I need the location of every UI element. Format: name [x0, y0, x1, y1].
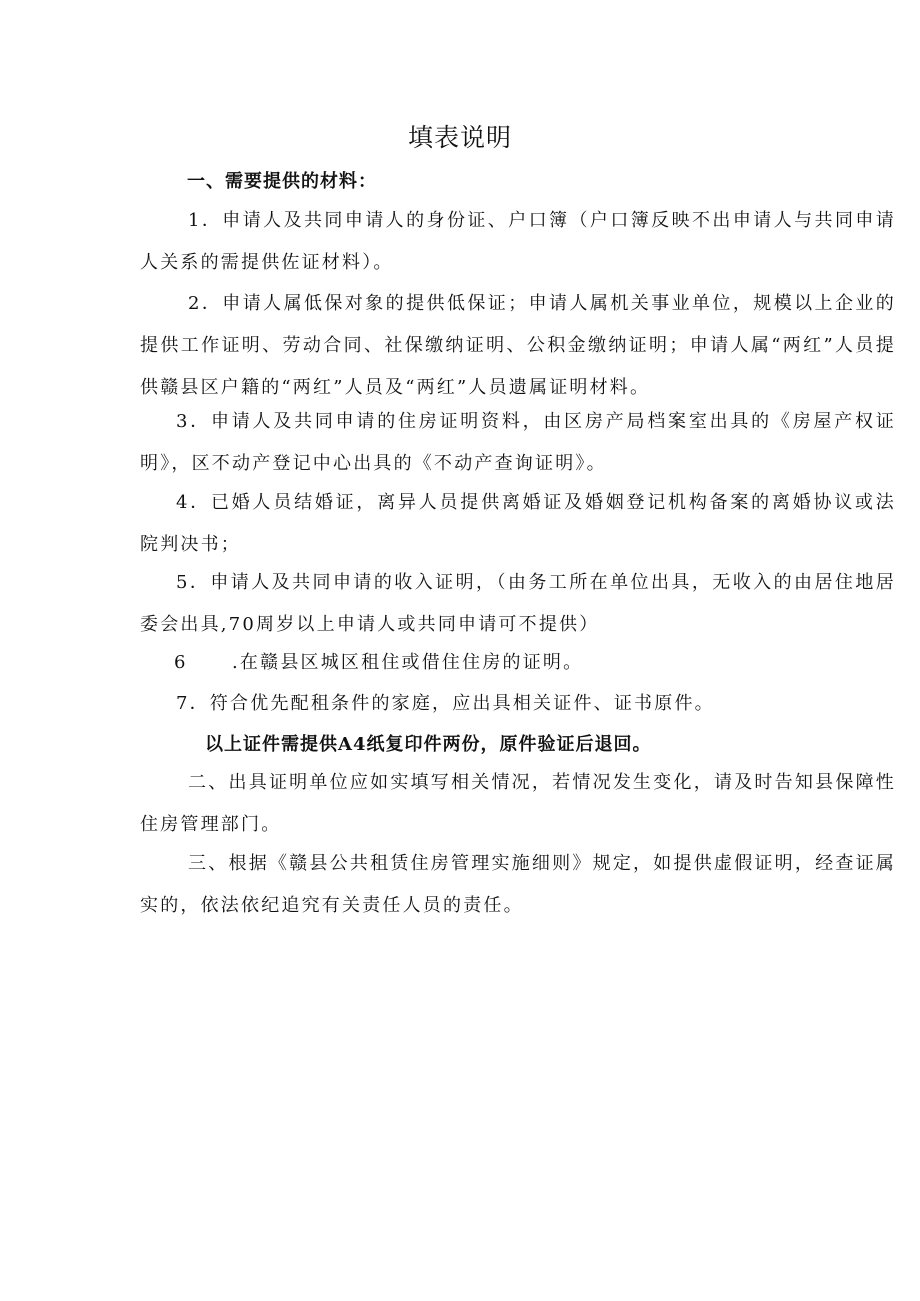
document-title: 填表说明: [407, 123, 512, 152]
item-7-number: 7: [176, 693, 190, 714]
item-4: [140, 482, 896, 566]
item-1-number: 1: [188, 210, 202, 231]
item-6-number: 6: [174, 652, 188, 673]
section-3: [140, 843, 896, 927]
section-2-text: 二、出具证明单位应如实填写相关情况，若情况发生变化，请及时告知县保障性住房管理部门。: [140, 772, 896, 835]
item-2: [140, 283, 896, 409]
section-2: [140, 762, 896, 846]
copy-requirement-note: 以上证件需提供A4纸复印件两份，原件验证后退回。: [205, 734, 652, 755]
item-5: [140, 562, 896, 646]
item-3: [140, 401, 896, 485]
item-3-text: ．申请人及共同申请的住房证明资料，由区房产局档案室出具的《房屋产权证明》，区不动产登记中心出具的《不动产查询证明》。: [140, 411, 896, 474]
item-2-number: 2: [188, 293, 202, 314]
item-7-text: ．符合优先配租条件的家庭，应出具相关证件、证书原件。: [189, 693, 715, 714]
item-6-text: .在赣县区城区租住或借住住房的证明。: [232, 652, 584, 673]
item-4-number: 4: [176, 492, 190, 513]
item-3-number: 3: [176, 411, 190, 432]
item-5-text: ．申请人及共同申请的收入证明，（由务工所在单位出具，无收入的由居住地居委会出具,70周岁以上申请人或共同申请可不提供）: [140, 572, 896, 635]
item-2-text: ．申请人属低保对象的提供低保证；申请人属机关事业单位，规模以上企业的提供工作证明、劳动合同、社保缴纳证明、公积金缴纳证明；申请人属“两红”人员提供赣县区户籍的“两红”人员及“两红”人员遗属证明材料。: [140, 293, 896, 398]
item-1-text: ．申请人及共同申请人的身份证、户口簿（户口簿反映不出申请人与共同申请人关系的需提供佐证材料）。: [140, 210, 896, 273]
item-5-number: 5: [176, 572, 190, 593]
section-1-heading: 一、需要提供的材料：: [187, 171, 377, 192]
item-1: [140, 200, 896, 284]
item-6: [140, 642, 896, 684]
section-3-text: 三、根据《赣县公共租赁住房管理实施细则》规定，如提供虚假证明，经查证属实的，依法依纪追究有关责任人员的责任。: [140, 853, 896, 916]
item-4-text: ．已婚人员结婚证，离异人员提供离婚证及婚姻登记机构备案的离婚协议或法院判决书；: [140, 492, 896, 555]
item-7: [140, 683, 896, 725]
